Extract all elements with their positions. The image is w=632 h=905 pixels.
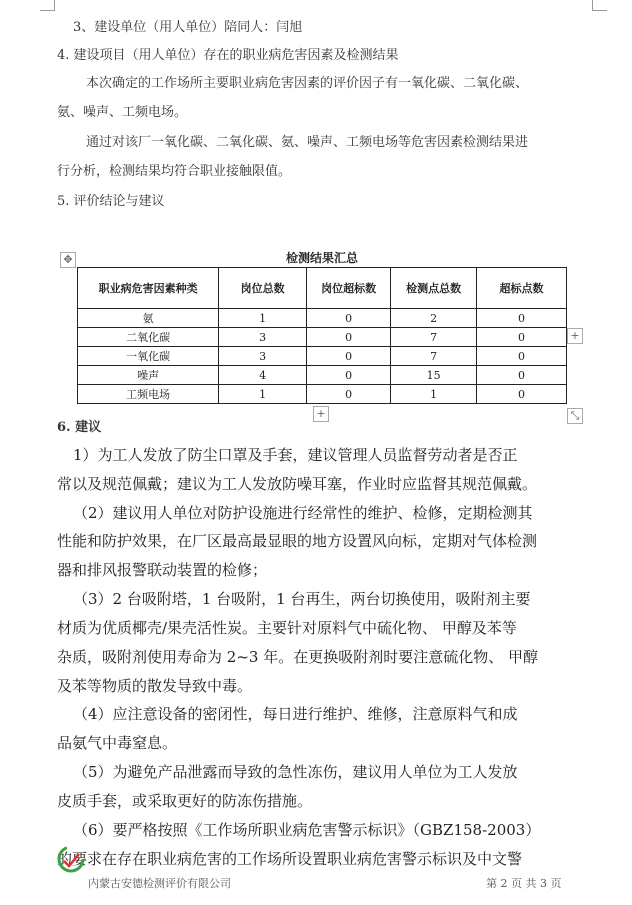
suggestion-text-line: 器和排风报警联动装置的检修； xyxy=(57,561,268,579)
header-post-exceed: 岗位超标数 xyxy=(307,268,391,309)
cell-post-total: 3 xyxy=(219,347,307,366)
header-post-total: 岗位总数 xyxy=(219,268,307,309)
suggestion-text-line: （3）2 台吸附塔，1 台吸附，1 台再生，两台切换使用，吸附剂主要 xyxy=(73,590,531,608)
table-move-handle-icon[interactable]: ✥ xyxy=(60,252,76,268)
cell-point-exceed: 0 xyxy=(477,309,567,328)
header-factor-type: 职业病危害因素种类 xyxy=(78,268,219,309)
cell-point-total: 7 xyxy=(391,347,477,366)
company-logo-icon xyxy=(55,843,87,875)
table-header-row xyxy=(78,268,567,309)
footer-page-number: 第 2 页 共 3 页 xyxy=(486,877,562,890)
cell-point-total: 7 xyxy=(391,328,477,347)
header-point-exceed: 超标点数 xyxy=(477,268,567,309)
companion-line: 3、建设单位（用人单位）陪同人：闫旭 xyxy=(73,20,303,35)
cell-post-exceed: 0 xyxy=(307,328,391,347)
table-row xyxy=(78,385,567,404)
cell-post-exceed: 0 xyxy=(307,366,391,385)
suggestion-text-line: （2）建议用人单位对防护设施进行经常性的维护、检修，定期检测其 xyxy=(73,504,533,522)
table-row xyxy=(78,309,567,328)
section-4-heading: 4. 建设项目（用人单位）存在的职业病危害因素及检测结果 xyxy=(57,48,399,63)
section-6-heading: 6. 建议 xyxy=(57,420,102,435)
header-point-total: 检测点总数 xyxy=(391,268,477,309)
footer-company-name: 内蒙古安德检测评价有限公司 xyxy=(88,877,231,890)
cell-factor: 工频电场 xyxy=(78,385,219,404)
section-5-heading: 5. 评价结论与建议 xyxy=(57,194,165,209)
cell-post-exceed: 0 xyxy=(307,309,391,328)
cell-point-exceed: 0 xyxy=(477,347,567,366)
cell-factor: 二氧化碳 xyxy=(78,328,219,347)
table-resize-handle-icon[interactable]: ⤡ xyxy=(567,408,583,424)
suggestion-text-line: 材质为优质椰壳/果壳活性炭。主要针对原料气中硫化物、 甲醇及苯等 xyxy=(57,619,517,637)
suggestion-text-line: 皮质手套，或采取更好的防冻伤措施。 xyxy=(57,792,313,810)
table-row xyxy=(78,328,567,347)
cell-factor: 噪声 xyxy=(78,366,219,385)
cell-post-total: 1 xyxy=(219,309,307,328)
suggestion-text-line: 常以及规范佩戴；建议为工人发放防噪耳塞，作业时应监督其规范佩戴。 xyxy=(57,475,538,493)
suggestion-text-line: 1）为工人发放了防尘口罩及手套，建议管理人员监督劳动者是否正 xyxy=(73,446,518,464)
suggestion-text-line: 杂质，吸附剂使用寿命为 2~3 年。在更换吸附剂时要注意硫化物、 甲醇 xyxy=(57,648,538,666)
cell-post-exceed: 0 xyxy=(307,347,391,366)
cell-post-exceed: 0 xyxy=(307,385,391,404)
suggestion-text-line: （4）应注意设备的密闭性，每日进行维护、维修，注意原料气和成 xyxy=(73,705,518,723)
cell-post-total: 3 xyxy=(219,328,307,347)
table-row xyxy=(78,366,567,385)
cell-point-total: 2 xyxy=(391,309,477,328)
evaluation-factors-line-2: 氨、噪声、工频电场。 xyxy=(57,105,188,120)
cell-point-exceed: 0 xyxy=(477,385,567,404)
table-title: 检测结果汇总 xyxy=(285,251,358,265)
suggestion-text-line: 的要求在存在职业病危害的工作场所设置职业病危害警示标识及中文警 xyxy=(57,850,523,868)
page-corner-mark-top-right xyxy=(592,0,607,11)
cell-factor: 氨 xyxy=(78,309,219,328)
cell-post-total: 4 xyxy=(219,366,307,385)
suggestion-text-line: （5）为避免产品泄露而导致的急性冻伤，建议用人单位为工人发放 xyxy=(73,763,518,781)
cell-post-total: 1 xyxy=(219,385,307,404)
evaluation-factors-line-1: 本次确定的工作场所主要职业病危害因素的评价因子有一氧化碳、二氧化碳、 xyxy=(86,76,529,91)
suggestion-text-line: 性能和防护效果，在厂区最高最显眼的地方设置风向标，定期对气体检测 xyxy=(57,532,538,550)
analysis-line-2: 行分析，检测结果均符合职业接触限值。 xyxy=(57,164,292,179)
analysis-line-1: 通过对该厂一氧化碳、二氧化碳、氨、噪声、工频电场等危害因素检测结果进 xyxy=(86,135,529,150)
add-row-button[interactable]: + xyxy=(313,406,329,422)
cell-point-exceed: 0 xyxy=(477,328,567,347)
cell-point-total: 1 xyxy=(391,385,477,404)
cell-factor: 一氧化碳 xyxy=(78,347,219,366)
add-column-button[interactable]: + xyxy=(567,328,583,344)
cell-point-total: 15 xyxy=(391,366,477,385)
result-table xyxy=(77,267,567,404)
table-row xyxy=(78,347,567,366)
page-corner-mark-top-left xyxy=(40,0,55,11)
suggestion-text-line: 品氨气中毒窒息。 xyxy=(57,734,178,752)
suggestion-text-line: （6）要严格按照《工作场所职业病危害警示标识》（GBZ158-2003） xyxy=(73,821,541,839)
suggestion-text-line: 及苯等物质的散发导致中毒。 xyxy=(57,677,253,695)
cell-point-exceed: 0 xyxy=(477,366,567,385)
